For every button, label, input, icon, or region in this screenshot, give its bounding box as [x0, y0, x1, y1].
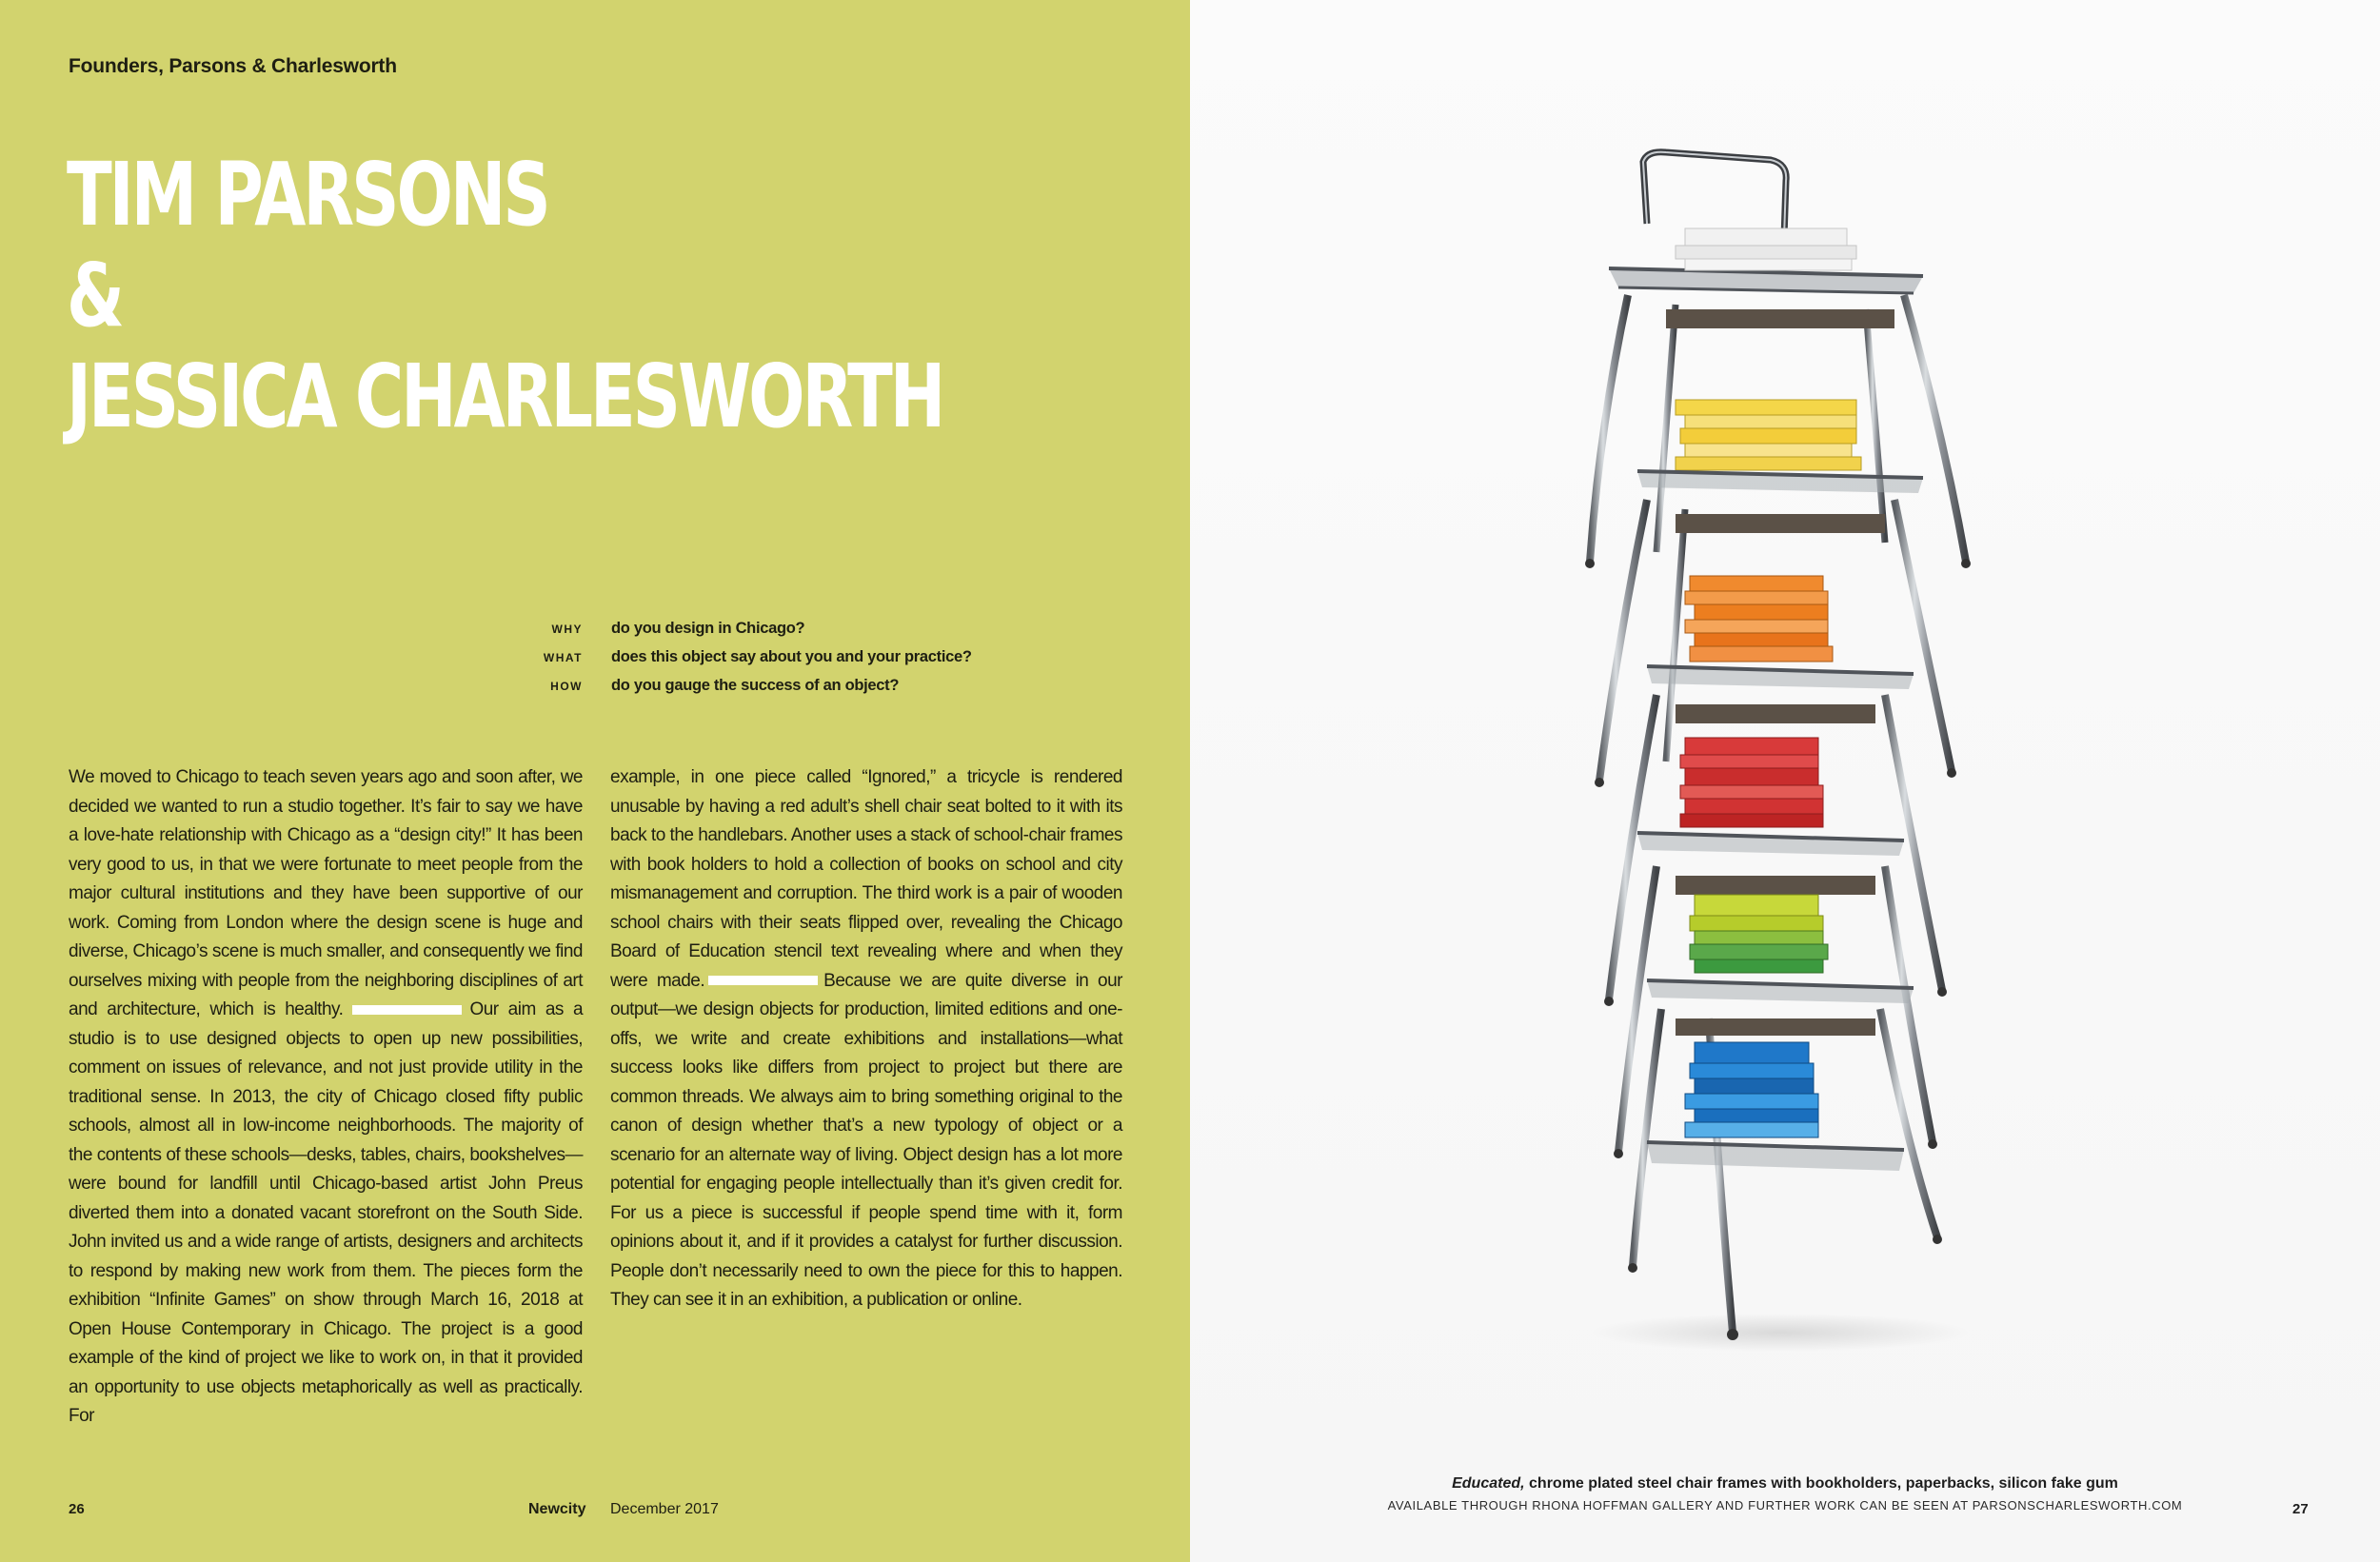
question-text: do you design in Chicago?: [611, 620, 805, 637]
question-list: [514, 620, 1085, 705]
answer-what: Our aim as a studio is to use designed objects to open up new possibilities, comment on issues of relevance, and not just provide utility in the traditional sense. In 2013, the city of Chicago closed fifty public schools, almost all in low-income neighborhoods. The majority of the contents of these schools—desks, tables, chairs, bookshelves—were bound for landfill until Chicago-based artist John Preus diverted them into a donated vacant storefront on the South Side. John invited us and a wide range of artists, designers and architects to respond by making new work from them. The pieces form the exhibition “Infinite Games” on show through March 16, 2018 at Open House Contemporary in Chicago. The project is a good example of the kind of project we like to work on, in that it provided an opportunity to use objects metaphorically as well as practically. For: [69, 999, 584, 1426]
issue-date: December 2017: [610, 1501, 719, 1517]
answer-how: Because we are quite diverse in our output—we design objects for production, limited editions and one-offs, we write and create exhibitions and installations—what success looks like differs from project to project but there are common threads. We always aim to bring something original to the canon of design whether that’s a new typology of object or a scenario for an alternate way of living. Object design has a lot more potential for engaging people intellectually than it’s given credit for. For us a piece is successful if people spend time with it, form opinions about it, and if it provides a catalyst for further discussion. People don’t necessarily need to own the piece for this to happen. They can see it in an exhibition, a publication or online.: [610, 970, 1122, 1310]
page-number-right: 27: [2292, 1501, 2309, 1517]
stacked-chairs-sculpture-photo: [1542, 143, 2037, 1361]
question-row: [514, 620, 1085, 648]
paragraph-divider-bar: [708, 976, 818, 985]
magazine-name: Newcity: [528, 1501, 586, 1517]
question-text: does this object say about you and your practice?: [611, 648, 972, 665]
question-key: WHAT: [543, 651, 583, 664]
headline-line-1: TIM PARSONS: [67, 144, 548, 246]
headline-line-3: JESSICA CHARLESWORTH: [67, 346, 943, 447]
answer-what-continued: example, in one piece called “Ignored,” a tricycle is rendered unusable by having a red adult’s shell chair seat bolted to it with its back to the handlebars. Another uses a stack of school-chair frames with book holders to hold a collection of books on school and city mismanagement and corruption. The third work is a pair of wooden school chairs with their seats flipped over, revealing the Chicago Board of Education stencil text revealing where and when they were made.: [610, 767, 1122, 991]
question-text: do you gauge the success of an object?: [611, 677, 900, 694]
question-key: HOW: [550, 680, 583, 693]
photo-caption: [1190, 1475, 2380, 1513]
article-headline: [67, 144, 943, 447]
body-column-2: [610, 763, 1122, 1315]
artwork-title: Educated,: [1452, 1475, 1525, 1492]
artwork-materials: chrome plated steel chair frames with bookholders, paperbacks, silicon fake gum: [1524, 1475, 2118, 1492]
question-row: [514, 677, 1085, 705]
question-key: WHY: [551, 623, 583, 636]
answer-why: We moved to Chicago to teach seven years ago and soon after, we decided we wanted to run a studio together. It’s fair to say we have a love-hate relationship with Chicago as a “design city!” It has been very good to us, in that we were fortunate to meet people from the major cultural institutions and they have been supportive of our work. Coming from London where the design scene is huge and diverse, Chicago’s scene is much smaller, and consequently we find ourselves mixing with people from the neighboring disciplines of art and architecture, which is healthy.: [69, 767, 583, 1019]
page-number-left: 26: [69, 1501, 85, 1517]
question-row: [514, 648, 1085, 677]
section-kicker: Founders, Parsons & Charlesworth: [69, 55, 397, 77]
body-column-1: [69, 763, 583, 1432]
headline-line-2: &: [67, 245, 122, 346]
paragraph-divider-bar: [352, 1005, 462, 1015]
caption-title-line: [1190, 1475, 2380, 1493]
caption-credit: AVAILABLE THROUGH RHONA HOFFMAN GALLERY AND FURTHER WORK CAN BE SEEN AT PARSONSCHARLESWORTH.COM: [1387, 1498, 2183, 1513]
